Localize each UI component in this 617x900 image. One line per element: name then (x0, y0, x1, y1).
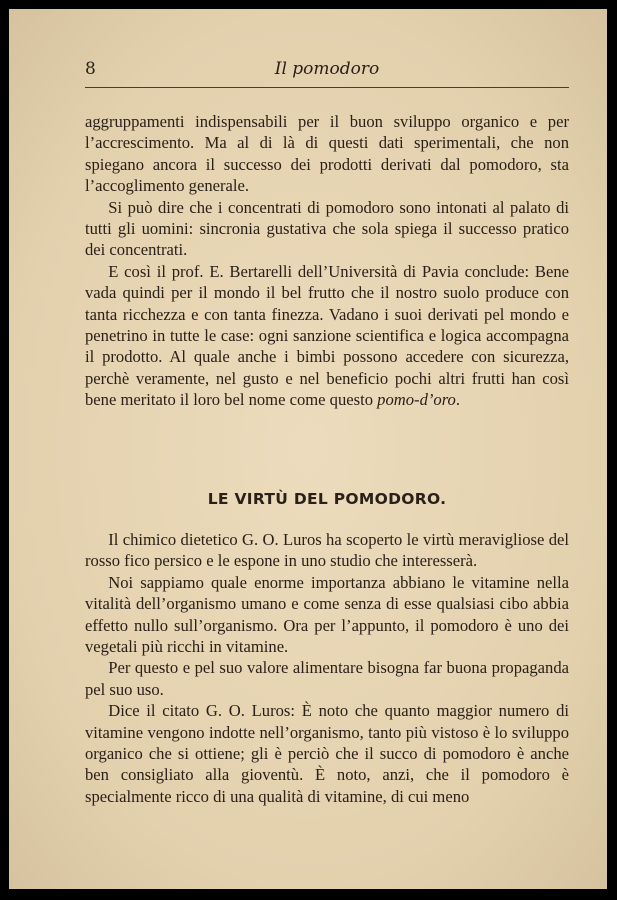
italic-term: pomo-d’oro (377, 390, 456, 410)
paragraph: Il chimico dietetico G. O. Luros ha scoperto le virtù meravigliose del rosso fico persico e le espone in uno studio che interesserà. (85, 530, 569, 571)
paragraph: Dice il citato G. O. Luros: È noto che quanto maggior numero di vitamine vengono indotte nell’organismo, tanto più vistoso è lo sviluppo organico che si ottiene; gli è perciò che il succo di pomodoro è anche ben consigliato alla gioventù. È noto, anzi, che il pomodoro è specialmente ricco di una qualità di vitamine, di cui meno (85, 701, 569, 806)
paragraph: Noi sappiamo quale enorme importanza abbiano le vitamine nella vitalità dell’organismo umano e come senza di esse qualsiasi cibo abbia effetto nullo sull’organismo. Ora per l’appunto, il pomodoro è uno dei vegetali più ricchi in vitamine. (85, 572, 569, 657)
paragraph: aggruppamenti indispensabili per il buon sviluppo organico e per l’accrescimento. Ma al di là di questi dati sperimentali, che non spiegano ancora il successo dei prodotti derivati dal pomodoro, sta l’accoglimento generale. (85, 112, 569, 196)
book-page (9, 9, 607, 889)
paragraph-text: E così il prof. E. Bertarelli dell’Università di Pavia conclude: Bene vada quindi per il mondo il bel frutto che il nostro suolo produce con tanta ricchezza e con tanta finezza. Vadano i suoi derivati pel mondo e penetrino in tutte le case: ogni sanzione scientifica e logica accompagna il prodotto. Al quale anche i bimbi possono accedere con sicurezza, perchè veramente, nel gusto e nel beneficio pochi altri frutti han così bene meritato il loro bel nome come questo (85, 261, 569, 410)
text-block-top (85, 111, 569, 411)
page-header (85, 59, 569, 88)
section-heading: LE VIRTÙ DEL POMODORO. (207, 490, 447, 508)
page-number: 8 (85, 59, 96, 79)
paragraph: Si può dire che i concentrati di pomodoro sono intonati al palato di tutti gli uomini: sincronia gustativa che sola spiega il successo pratico dei concentrati. (85, 197, 569, 260)
punctuation: . (455, 390, 460, 410)
paragraph: Per questo e pel suo valore alimentare bisogna far buona propaganda pel suo uso. (85, 658, 569, 699)
paragraph (85, 261, 569, 411)
text-block-bottom (85, 529, 569, 807)
running-title: Il pomodoro (274, 59, 380, 79)
